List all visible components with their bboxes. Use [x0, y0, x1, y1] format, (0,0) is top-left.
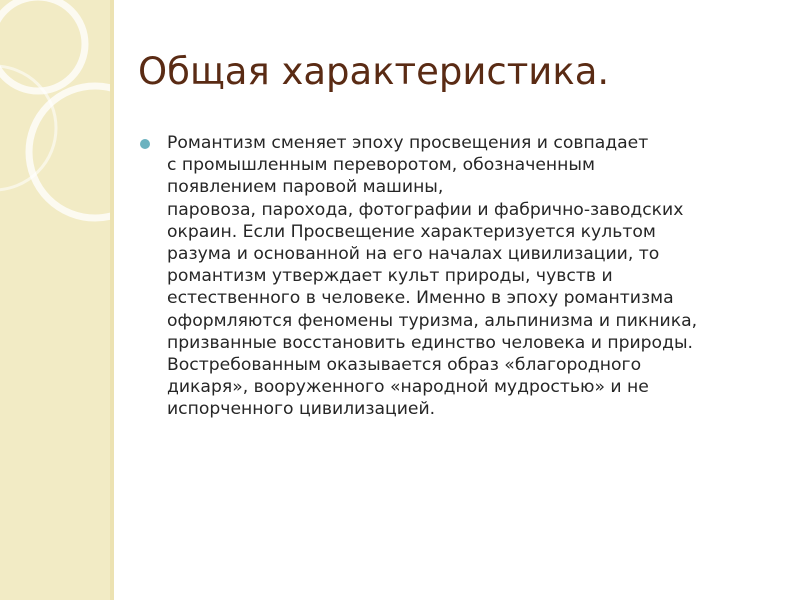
- bullet-line: естественного в человеке. Именно в эпоху романтизма: [167, 288, 674, 309]
- slide-title: Общая характеристика.: [138, 50, 610, 93]
- bullet-line: оформляются феномены туризма, альпинизма и пикника,: [167, 310, 698, 331]
- bullet-line: окраин. Если Просвещение характеризуется культом: [167, 221, 656, 242]
- bullet-line: дикаря», вооруженного «народной мудростью» и не: [167, 377, 649, 398]
- bullet-line: призванные восстановить единство человека и природы.: [167, 332, 693, 353]
- side-band: [0, 0, 110, 600]
- bullet-text: [167, 132, 783, 421]
- bullet-line: разума и основанной на его началах цивилизации, то: [167, 244, 660, 265]
- bullet-list: [138, 132, 783, 421]
- bullet-line: романтизм утверждает культ природы, чувств и: [167, 266, 613, 287]
- bullet-dot-icon: [140, 139, 150, 149]
- bullet-line: появлением паровой машины,: [167, 177, 444, 198]
- bullet-line: с промышленным переворотом, обозначенным: [167, 155, 595, 176]
- bullet-line: Романтизм сменяет эпоху просвещения и совпадает: [167, 133, 649, 153]
- decorative-rings: [0, 0, 110, 600]
- bullet-line: Востребованным оказывается образ «благородного: [167, 355, 642, 376]
- bullet-item: [138, 132, 783, 421]
- bullet-line: испорченного цивилизацией.: [167, 399, 436, 420]
- side-band-edge: [110, 0, 114, 600]
- bullet-line: паровоза, парохода, фотографии и фабрично-заводских: [167, 199, 684, 220]
